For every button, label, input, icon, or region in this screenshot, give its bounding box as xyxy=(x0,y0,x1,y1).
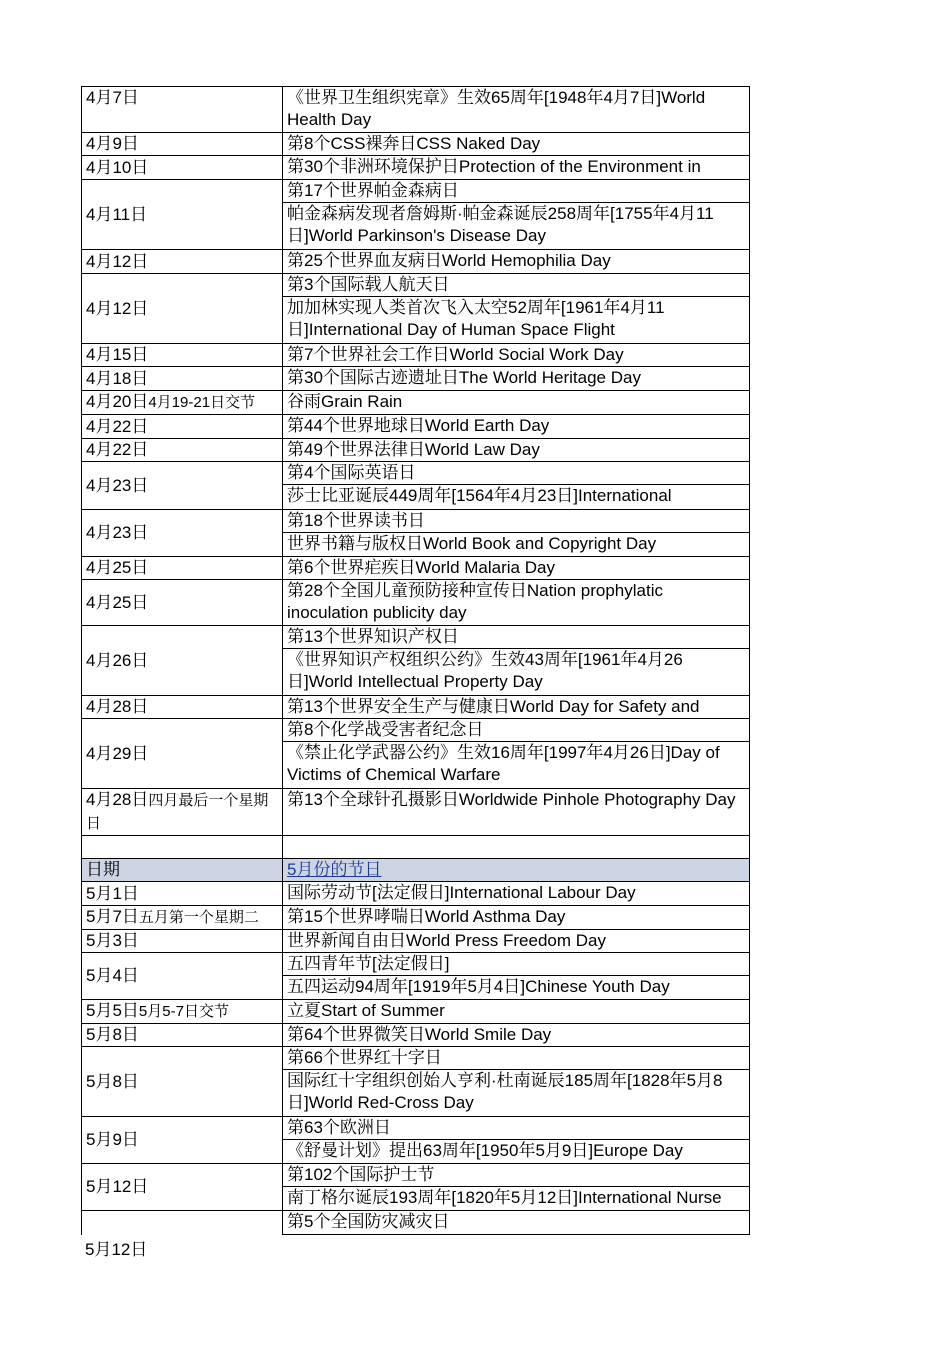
date-text: 4月11日 xyxy=(86,204,148,224)
date-cell[interactable] xyxy=(82,1164,283,1211)
date-text: 4月18日 xyxy=(86,368,149,388)
event-cell[interactable]: 第30个非洲环境保护日Protection of the Environment in xyxy=(283,156,750,180)
table-row xyxy=(82,1000,750,1024)
table-row xyxy=(82,133,750,156)
table-row xyxy=(82,1164,750,1187)
tail-date-cell[interactable]: 5月12日 xyxy=(85,1240,148,1259)
date-cell[interactable] xyxy=(82,156,283,180)
table-row xyxy=(82,626,750,649)
event-cell[interactable]: 第4个国际英语日 xyxy=(283,462,750,485)
date-text: 5月4日 xyxy=(86,966,139,985)
date-note: 4月19-21日交节 xyxy=(148,394,256,411)
event-cell[interactable]: 世界书籍与版权日World Book and Copyright Day xyxy=(283,533,750,557)
date-text: 4月25日 xyxy=(86,558,149,577)
event-cell[interactable]: 《舒曼计划》提出63周年[1950年5月9日]Europe Day xyxy=(283,1140,750,1164)
table-row xyxy=(82,719,750,742)
date-text: 4月28日 xyxy=(86,697,149,716)
date-cell[interactable] xyxy=(82,180,283,250)
table-row xyxy=(82,930,750,953)
date-text: 4月7日 xyxy=(86,88,139,107)
date-text: 4月23日 xyxy=(86,475,149,495)
event-cell[interactable]: 第17个世界帕金森病日 xyxy=(283,180,750,203)
event-cell[interactable]: 第15个世界哮喘日World Asthma Day xyxy=(283,906,750,930)
event-cell[interactable]: 第8个化学战受害者纪念日 xyxy=(283,719,750,742)
date-cell[interactable] xyxy=(82,580,283,626)
date-text: 4月22日 xyxy=(86,440,149,459)
date-cell[interactable] xyxy=(82,367,283,391)
event-cell[interactable]: 第8个CSS裸奔日CSS Naked Day xyxy=(283,133,750,156)
event-cell[interactable]: 第28个全国儿童预防接种宣传日Nation prophylatic inoculation publicity day xyxy=(283,580,750,626)
event-cell[interactable]: 五四运动94周年[1919年5月4日]Chinese Youth Day xyxy=(283,976,750,1000)
blank-cell[interactable] xyxy=(283,836,750,859)
table-row xyxy=(82,439,750,462)
date-text: 5月3日 xyxy=(86,931,139,950)
table-row xyxy=(82,510,750,533)
date-text: 5月5日 xyxy=(86,1001,139,1020)
date-text: 4月29日 xyxy=(86,743,149,763)
date-text: 4月15日 xyxy=(86,345,149,364)
date-cell[interactable] xyxy=(82,557,283,580)
table-row xyxy=(82,367,750,391)
table-row xyxy=(82,1117,750,1140)
date-text: 4月9日 xyxy=(86,134,139,153)
holiday-spreadsheet xyxy=(81,86,749,1235)
date-cell[interactable] xyxy=(82,789,283,836)
date-note: 四月最后一个星期日 xyxy=(86,792,269,832)
event-cell[interactable]: 第102个国际护士节 xyxy=(283,1164,750,1187)
date-cell[interactable] xyxy=(82,882,283,906)
date-text: 4月26日 xyxy=(86,650,149,670)
date-cell[interactable] xyxy=(82,696,283,719)
date-cell[interactable] xyxy=(82,1117,283,1164)
event-cell[interactable]: 南丁格尔诞辰193周年[1820年5月12日]International Nurse xyxy=(283,1187,750,1211)
event-cell[interactable]: 《世界知识产权组织公约》生效43周年[1961年4月26日]World Intellectual Property Day xyxy=(283,649,750,696)
table-row xyxy=(82,156,750,180)
event-cell[interactable]: 第30个国际古迹遗址日The World Heritage Day xyxy=(283,367,750,391)
date-cell[interactable] xyxy=(82,953,283,1000)
table-row xyxy=(82,953,750,976)
event-cell[interactable]: 第63个欧洲日 xyxy=(283,1117,750,1140)
date-note: 5月5-7日交节 xyxy=(138,1003,229,1020)
event-cell[interactable]: 五四青年节[法定假日] xyxy=(283,953,750,976)
date-cell[interactable] xyxy=(82,930,283,953)
table-row xyxy=(82,87,750,133)
holiday-table xyxy=(81,86,750,1235)
date-cell[interactable] xyxy=(82,250,283,274)
date-text: 5月12日 xyxy=(86,1177,149,1196)
date-note: 五月第一个星期二 xyxy=(138,909,259,926)
date-text: 5月9日 xyxy=(86,1130,139,1149)
event-cell[interactable]: 第13个全球针孔摄影日Worldwide Pinhole Photography Day xyxy=(283,789,750,836)
event-cell[interactable]: 帕金森病发现者詹姆斯·帕金森诞辰258周年[1755年4月11日]World Parkinson's Disease Day xyxy=(283,203,750,250)
event-cell[interactable]: 第13个世界知识产权日 xyxy=(283,626,750,649)
table-row xyxy=(82,557,750,580)
date-cell[interactable] xyxy=(82,133,283,156)
event-cell[interactable]: 第3个国际载人航天日 xyxy=(283,274,750,297)
blank-row xyxy=(82,836,750,859)
event-cell[interactable]: 第13个世界安全生产与健康日World Day for Safety and xyxy=(283,696,750,719)
event-cell[interactable]: 立夏Start of Summer xyxy=(283,1000,750,1024)
table-row xyxy=(82,415,750,439)
event-cell[interactable]: 第44个世界地球日World Earth Day xyxy=(283,415,750,439)
date-text: 5月1日 xyxy=(86,883,139,903)
event-cell[interactable]: 加加林实现人类首次飞入太空52周年[1961年4月11日]International Day of Human Space Flight xyxy=(283,297,750,344)
event-cell[interactable]: 世界新闻自由日World Press Freedom Day xyxy=(283,930,750,953)
event-cell[interactable]: 第18个世界读书日 xyxy=(283,510,750,533)
date-cell[interactable] xyxy=(82,415,283,439)
date-text: 4月20日 xyxy=(86,392,149,411)
date-cell[interactable] xyxy=(82,462,283,510)
date-text: 4月12日 xyxy=(86,251,149,271)
table-row xyxy=(82,906,750,930)
event-cell[interactable]: 第6个世界疟疾日World Malaria Day xyxy=(283,557,750,580)
date-cell[interactable] xyxy=(82,1047,283,1117)
table-row xyxy=(82,580,750,626)
date-text: 4月22日 xyxy=(86,416,149,436)
event-cell[interactable]: 莎士比亚诞辰449周年[1564年4月23日]International xyxy=(283,485,750,510)
table-row xyxy=(82,344,750,367)
date-text: 4月10日 xyxy=(86,157,149,177)
header-month-title[interactable]: 5月份的节日 xyxy=(283,859,750,882)
table-row xyxy=(82,1211,750,1235)
event-cell[interactable]: 第64个世界微笑日World Smile Day xyxy=(283,1024,750,1047)
event-cell[interactable]: 《禁止化学武器公约》生效16周年[1997年4月26日]Day of Victims of Chemical Warfare xyxy=(283,742,750,789)
date-cell[interactable] xyxy=(82,626,283,696)
date-text: 5月8日 xyxy=(86,1025,139,1044)
date-cell[interactable] xyxy=(82,719,283,789)
table-row xyxy=(82,1024,750,1047)
table-row xyxy=(82,462,750,485)
table-row xyxy=(82,789,750,836)
date-cell[interactable] xyxy=(82,274,283,344)
event-cell[interactable]: 第66个世界红十字日 xyxy=(283,1047,750,1070)
table-row xyxy=(82,1047,750,1070)
table-row xyxy=(82,180,750,203)
date-cell[interactable] xyxy=(82,1211,283,1235)
event-cell[interactable]: 第49个世界法律日World Law Day xyxy=(283,439,750,462)
date-text: 4月23日 xyxy=(86,523,149,542)
date-cell[interactable] xyxy=(82,906,283,930)
date-cell[interactable] xyxy=(82,1024,283,1047)
table-row xyxy=(82,882,750,906)
date-text: 5月7日 xyxy=(86,907,139,926)
date-cell[interactable] xyxy=(82,1000,283,1024)
table-row xyxy=(82,274,750,297)
event-cell[interactable]: 第7个世界社会工作日World Social Work Day xyxy=(283,344,750,367)
event-cell[interactable]: 《世界卫生组织宪章》生效65周年[1948年4月7日]World Health Day xyxy=(283,87,750,133)
date-cell[interactable] xyxy=(82,391,283,415)
event-cell[interactable]: 谷雨Grain Rain xyxy=(283,391,750,415)
date-text: 5月8日 xyxy=(86,1071,139,1091)
table-row xyxy=(82,696,750,719)
table-row xyxy=(82,391,750,415)
blank-cell[interactable] xyxy=(82,836,283,859)
date-cell[interactable] xyxy=(82,439,283,462)
date-text: 4月12日 xyxy=(86,298,149,318)
section-header-row xyxy=(82,859,750,882)
event-cell[interactable]: 国际红十字组织创始人亨利·杜南诞辰185周年[1828年5月8日]World Red-Cross Day xyxy=(283,1070,750,1117)
event-cell[interactable]: 国际劳动节[法定假日]International Labour Day xyxy=(283,882,750,906)
date-text: 4月25日 xyxy=(86,592,149,612)
header-date[interactable]: 日期 xyxy=(82,859,283,882)
event-cell[interactable]: 第25个世界血友病日World Hemophilia Day xyxy=(283,250,750,274)
date-text: 4月28日 xyxy=(86,790,149,809)
date-cell[interactable] xyxy=(82,344,283,367)
event-cell[interactable]: 第5个全国防灾减灾日 xyxy=(283,1211,750,1235)
date-cell[interactable] xyxy=(82,510,283,557)
date-cell[interactable] xyxy=(82,87,283,133)
table-row xyxy=(82,250,750,274)
column-border-tail xyxy=(81,1209,82,1235)
